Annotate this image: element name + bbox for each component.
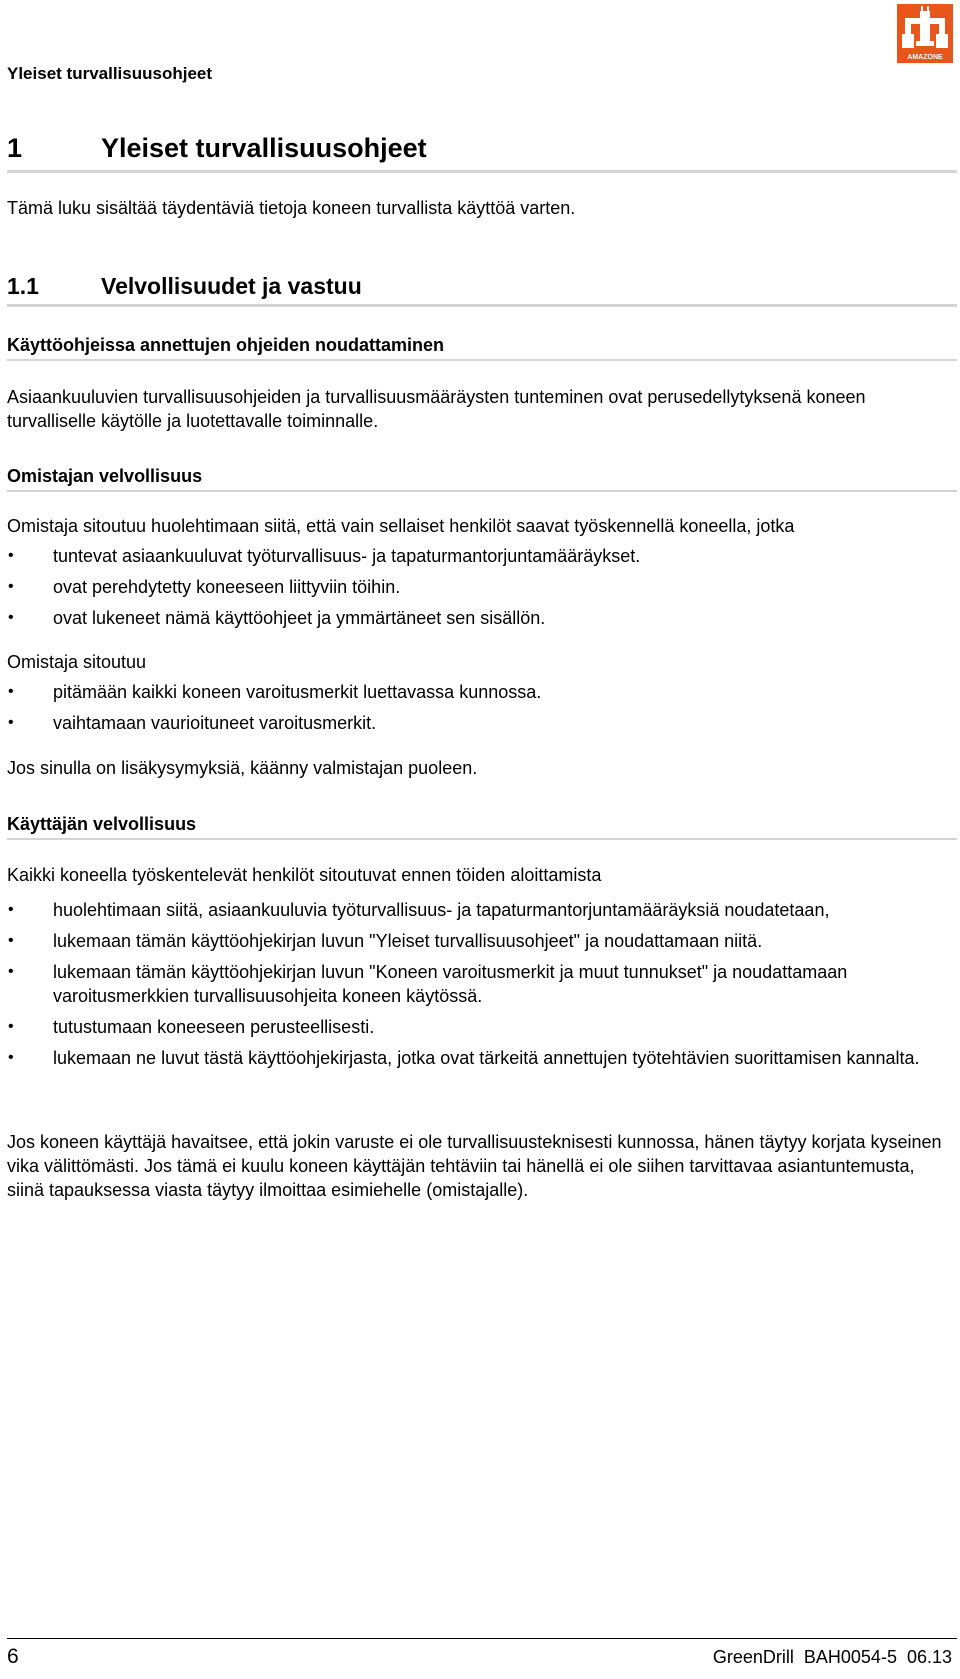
logo-text: AMAZONE [907, 54, 943, 61]
user-duties-closing: Jos koneen käyttäjä havaitsee, että jokin varuste ei ole turvallisuusteknisesti kunnossa, hänen täytyy korjata kyseinen vika välittömästi. Jos tämä ei kuulu koneen käyttäjän tehtäviin tai hänellä ei ole siihen tarvittavaa asiantuntemusta, siinä tapauksessa viasta täytyy ilmoittaa esimiehelle (omistajalle). [7, 1132, 942, 1200]
document-id [703, 1647, 952, 1668]
list-item: • pitämään kaikki koneen varoitusmerkit luettavassa kunnossa. [8, 682, 542, 702]
user-duties-rule [7, 838, 957, 840]
instructions-text: Asiaankuuluvien turvallisuusohjeiden ja turvallisuusmääräysten tunteminen ovat perusedellytyksenä koneen turvalliselle käytölle ja luotettavalle toiminnalle. [7, 387, 866, 431]
chapter-heading [7, 133, 427, 164]
bullet-icon: • [8, 683, 14, 700]
document-code: BAH0054-5 [803, 1647, 897, 1667]
section-number: 1.1 [7, 273, 39, 299]
owner-duties-list [7, 544, 955, 630]
bullet-icon: • [8, 714, 14, 731]
list-item: • ovat lukeneet nämä käyttöohjeet ja ymmärtäneet sen sisällön. [8, 608, 546, 628]
bullet-icon: • [8, 1018, 14, 1035]
bullet-icon: • [8, 901, 14, 918]
bullet-icon: • [8, 1049, 14, 1066]
owner-duties-intro: Omistaja sitoutuu huolehtimaan siitä, että vain sellaiset henkilöt saavat työskennellä koneella, jotka [7, 516, 795, 536]
chapter-rule [7, 170, 957, 173]
bullet-icon: • [8, 932, 14, 949]
owner-duties-intro-2: Omistaja sitoutuu [7, 652, 147, 672]
list-item: • tuntevat asiaankuuluvat työturvallisuus- ja tapaturmantorjuntamääräykset. [8, 546, 641, 566]
running-header: Yleiset turvallisuusohjeet [7, 64, 213, 83]
list-item: • vaihtamaan vaurioituneet varoitusmerkit. [8, 713, 377, 733]
list-item: • lukemaan tämän käyttöohjekirjan luvun "Koneen varoitusmerkit ja muut tunnukset" ja noudattamaan varoitusmerkkien turvallisuusohjeita koneen käytössä. [8, 962, 848, 1006]
bullet-icon: • [8, 547, 14, 564]
list-item: • lukemaan ne luvut tästä käyttöohjekirjasta, jotka ovat tärkeitä annettujen työtehtävien suorittamisen kannalta. [8, 1048, 920, 1068]
list-item: • huolehtimaan siitä, asiaankuuluvia työturvallisuus- ja tapaturmantorjuntamääräyksiä noudatetaan, [8, 900, 830, 920]
section-title: Velvollisuudet ja vastuu [101, 273, 362, 299]
bullet-icon: • [8, 609, 14, 626]
document-date: 06.13 [906, 1647, 952, 1667]
owner-duties-rule [7, 490, 957, 492]
user-duties-intro: Kaikki koneella työskentelevät henkilöt sitoutuvat ennen töiden aloittamista [7, 865, 602, 885]
product-name: GreenDrill [712, 1647, 794, 1667]
document-page [7, 0, 952, 1679]
user-duties-list [7, 898, 955, 1070]
footer-rule [7, 1638, 957, 1639]
list-item: • tutustumaan koneeseen perusteellisesti. [8, 1017, 375, 1037]
amazone-logo [897, 4, 953, 63]
bullet-icon: • [8, 578, 14, 595]
chapter-title: Yleiset turvallisuusohjeet [101, 133, 427, 163]
list-item: • ovat perehdytetty koneeseen liittyviin töihin. [8, 577, 401, 597]
owner-duties-list-2 [7, 680, 955, 735]
list-item: • lukemaan tämän käyttöohjekirjan luvun "Yleiset turvallisuusohjeet" ja noudattamaan niitä. [8, 931, 763, 951]
owner-duties-closing: Jos sinulla on lisäkysymyksiä, käänny valmistajan puoleen. [7, 758, 478, 778]
instructions-heading: Käyttöohjeissa annettujen ohjeiden noudattaminen [7, 335, 445, 355]
section-heading [7, 273, 362, 300]
owner-duties-heading: Omistajan velvollisuus [7, 466, 203, 486]
section-rule [7, 304, 957, 307]
bullet-icon: • [8, 963, 14, 980]
chapter-intro: Tämä luku sisältää täydentäviä tietoja koneen turvallista käyttöä varten. [7, 198, 576, 218]
chapter-number: 1 [7, 133, 23, 163]
user-duties-heading: Käyttäjän velvollisuus [7, 814, 197, 834]
instructions-rule [7, 359, 957, 361]
page-number: 6 [7, 1645, 19, 1668]
